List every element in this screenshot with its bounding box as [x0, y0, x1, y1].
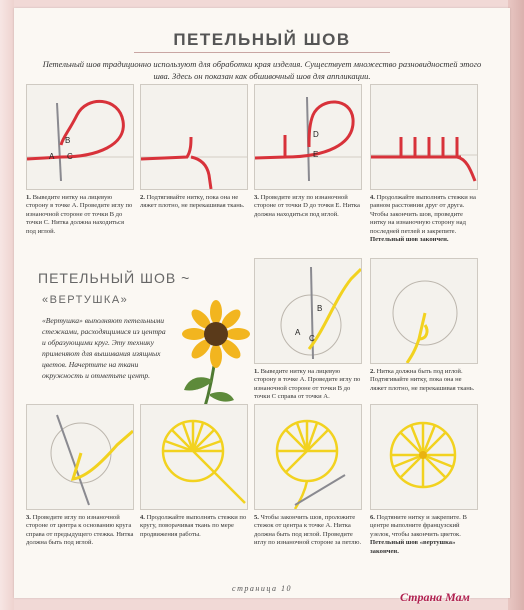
pinwheel-step5-caption: 5. Чтобы закончить шов, проложите стежок от центра к точке А. Нитка должна быть под иглой. Проведите иглу по изнаночной стороне за петлю. — [254, 514, 362, 547]
step3-caption: 3. Проведите иглу по изнаночной стороне от точки D до точки Е. Нитка должна находиться под иглой. — [254, 194, 360, 218]
section2-title: ПЕТЕЛЬНЫЙ ШОВ ~ — [38, 270, 191, 286]
section2-text: «Вертушка» выполняют петельными стежками, расходящимися из центра и образующими круг. Эту технику применяют для вышивания изящных цветов. Начертите на ткани окружность и отметьте центр. — [42, 316, 166, 380]
pinwheel-step4-caption: 4. Продолжайте выполнять стежки по кругу, поворачивая ткань по мере продвижения работы. — [140, 514, 247, 538]
label-d: D — [313, 130, 319, 139]
page-spine — [508, 0, 524, 610]
pinwheel-step2-caption: 2. Нитка должна быть под иглой. Подтягивайте нитку, пока она не ляжет плотно, не перекашивая ткань. — [370, 368, 475, 392]
intro-text: Петельный шов традиционно используют для обработки края изделия. Существует множество разновидностей этого шва. Здесь он показан как обшивочный шов для аппликации. — [42, 59, 482, 81]
pinwheel-step4-photo — [140, 404, 248, 510]
page-title: ПЕТЕЛЬНЫЙ ШОВ — [173, 30, 351, 49]
pinwheel-step3-caption: 3. Проведите иглу по изнаночной стороне от центра к основанию круга справа от предыдущего стежка. Нитка должна быть под иглой. — [26, 514, 134, 547]
pinwheel-step5-photo — [254, 404, 362, 510]
label-a: A — [295, 328, 301, 337]
sunflower-icon — [174, 300, 256, 410]
pinwheel-step2-photo — [370, 258, 478, 364]
step1-caption: 1. Выведите нитку на лицевую сторону в точке А. Проведите иглу по изнаночной стороне от точки В до точки С. Нитка должна находиться под иглой. — [26, 194, 133, 235]
pinwheel-step1-caption: 1. Выведите нитку на лицевую сторону в точке А. Проведите иглу по изнаночной стороне от точки В до точки С справа от точки А. — [254, 368, 361, 401]
section2-subtitle: «ВЕРТУШКА» — [42, 294, 129, 306]
pinwheel-step1-photo — [254, 258, 362, 364]
label-c: C — [67, 152, 73, 161]
step2-caption: 2. Подтягивайте нитку, пока она не ляжет плотно, не перекашивая ткань. — [140, 194, 245, 210]
step2-photo — [140, 84, 248, 190]
label-b: B — [65, 136, 71, 145]
page-left-edge — [0, 0, 14, 610]
label-b: B — [317, 304, 323, 313]
site-logo: Страна Мам — [400, 590, 470, 604]
label-e: E — [313, 150, 319, 159]
step4-photo — [370, 84, 478, 190]
label-a: A — [49, 152, 55, 161]
step1-photo — [26, 84, 134, 190]
pinwheel-step6-photo — [370, 404, 478, 510]
label-c: C — [309, 334, 315, 343]
page-number: страница 10 — [232, 584, 292, 593]
step3-photo — [254, 84, 362, 190]
pinwheel-step6-caption: 6. Подтяните нитку и закрепите. В центре выполните французский узелок, чтобы закончить цветок. Петельный шов «вертушка» закончен. — [370, 514, 467, 555]
pinwheel-step3-photo — [26, 404, 134, 510]
title-divider — [134, 52, 390, 53]
book-page — [14, 8, 510, 598]
step4-caption: 4. Продолжайте выполнять стежки на равном расстоянии друг от друга. Чтобы закончить шов, проведите нитку на изнаночную сторону над последней петлей и закрепите. Петельный шов закончен. — [370, 194, 476, 244]
